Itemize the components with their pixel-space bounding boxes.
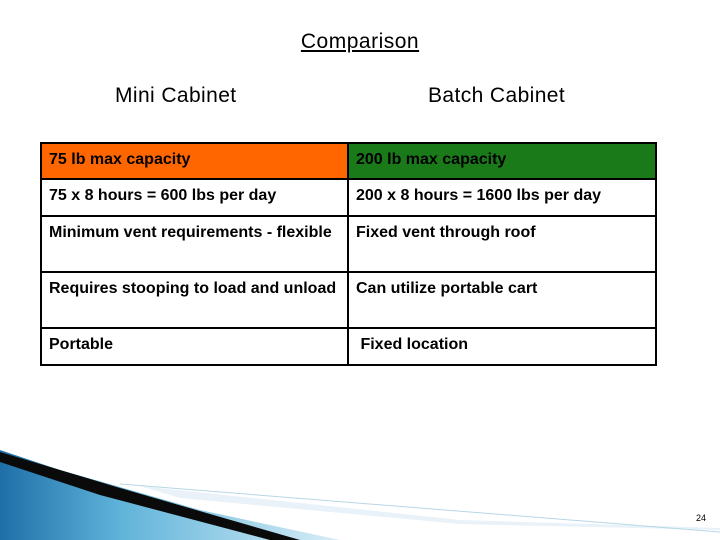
batch-loading-cell: Can utilize portable cart bbox=[348, 272, 656, 328]
table-row bbox=[41, 143, 656, 179]
page-number: 24 bbox=[695, 513, 706, 523]
mini-loading-cell: Requires stooping to load and unload bbox=[41, 272, 348, 328]
table-row bbox=[41, 179, 656, 216]
mini-cabinet-heading: Mini Cabinet bbox=[115, 84, 237, 107]
comparison-table bbox=[40, 142, 657, 366]
mini-capacity-cell: 75 lb max capacity bbox=[41, 143, 348, 179]
table-row bbox=[41, 272, 656, 328]
mini-vent-cell: Minimum vent requirements - flexible bbox=[41, 216, 348, 272]
batch-cabinet-heading: Batch Cabinet bbox=[428, 84, 566, 107]
table-row bbox=[41, 328, 656, 365]
corner-swoosh-decoration bbox=[0, 450, 720, 540]
mini-daily-cell: 75 x 8 hours = 600 lbs per day bbox=[41, 179, 348, 216]
batch-daily-cell: 200 x 8 hours = 1600 lbs per day bbox=[348, 179, 656, 216]
mini-mobility-cell: Portable bbox=[41, 328, 348, 365]
slide-title: Comparison bbox=[300, 30, 420, 53]
batch-vent-cell: Fixed vent through roof bbox=[348, 216, 656, 272]
table-row bbox=[41, 216, 656, 272]
batch-capacity-cell: 200 lb max capacity bbox=[348, 143, 656, 179]
batch-mobility-cell: Fixed location bbox=[348, 328, 656, 365]
